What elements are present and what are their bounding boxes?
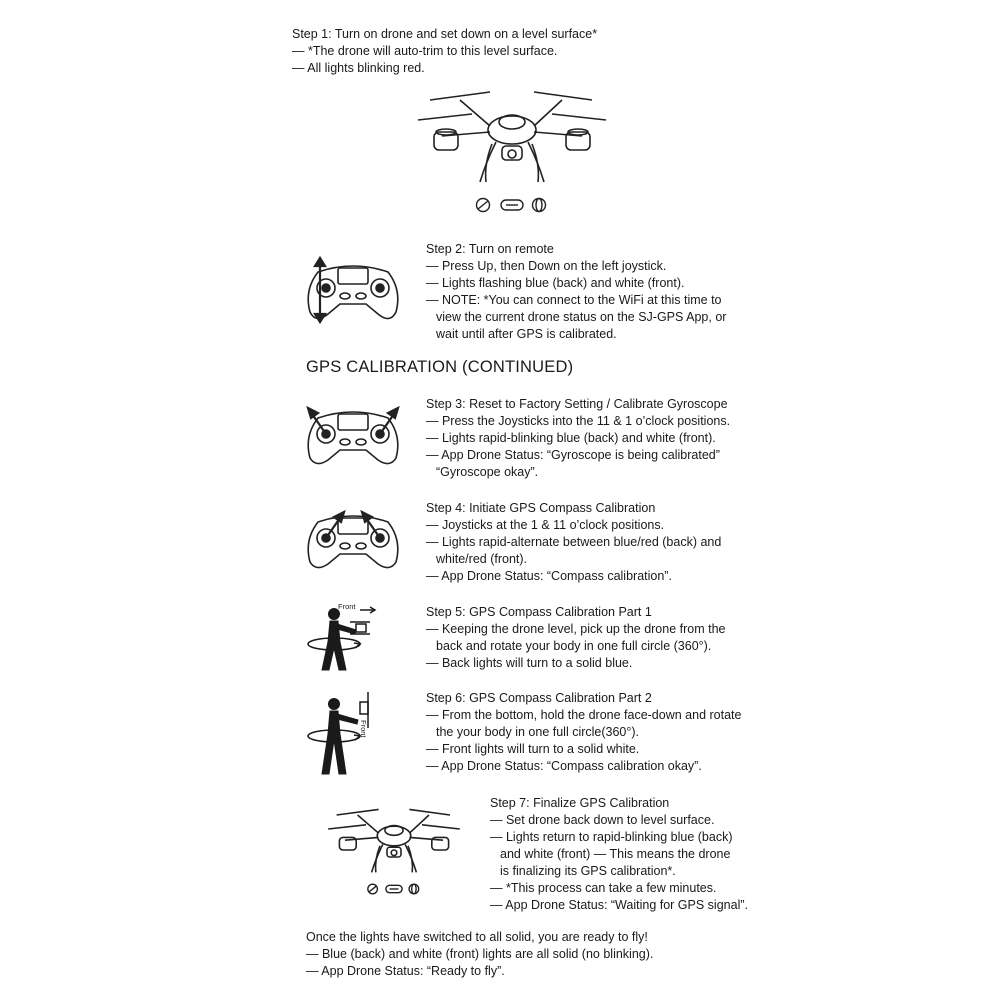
step-line: — Keeping the drone level, pick up the drone from the — [426, 622, 726, 636]
outro-title: Once the lights have switched to all solid, you are ready to fly! — [306, 930, 648, 944]
step-line: — Joysticks at the 1 & 11 o’clock positions. — [426, 518, 665, 532]
step-6 — [426, 690, 741, 775]
remote-controller-illustration — [304, 258, 402, 324]
remote-controller-illustration — [304, 508, 402, 572]
step-line: — Press Up, then Down on the left joystick. — [426, 259, 667, 273]
step-5 — [426, 604, 726, 672]
gyro-icon — [533, 199, 546, 212]
step-line: — Press the Joysticks into the 11 & 1 o’clock positions. — [426, 414, 731, 428]
step-line: the your body in one full circle(360°). — [436, 725, 640, 739]
step-line: — Set drone back down to level surface. — [490, 813, 715, 827]
drone-illustration — [412, 92, 612, 188]
step-line: — App Drone Status: “Compass calibration okay”. — [426, 759, 702, 773]
step-line: white/red (front). — [436, 552, 528, 566]
front-label: Front — [359, 720, 368, 738]
step-title: Step 5: GPS Compass Calibration Part 1 — [426, 605, 652, 619]
person-rotating-icon — [304, 600, 404, 674]
step-line: — NOTE: *You can connect to the WiFi at this time to — [426, 293, 722, 307]
status-icons — [474, 196, 550, 214]
step-7 — [490, 795, 748, 914]
step-title: Step 4: Initiate GPS Compass Calibration — [426, 501, 656, 515]
step-2 — [426, 241, 726, 343]
step-3 — [426, 396, 730, 481]
step-line: — Front lights will turn to a solid white. — [426, 742, 640, 756]
person-rotating-icon — [304, 688, 404, 778]
section-heading: GPS CALIBRATION (CONTINUED) — [306, 358, 574, 376]
step-4 — [426, 500, 721, 585]
drone-illustration — [324, 808, 464, 878]
step-line: — Lights rapid-alternate between blue/red (back) and — [426, 535, 722, 549]
step-line: — App Drone Status: “Gyroscope is being calibrated” — [426, 448, 720, 462]
step-line: — Lights return to rapid-blinking blue (back) — [490, 830, 733, 844]
step-line: and white (front) — This means the drone — [500, 847, 731, 861]
step-1 — [292, 26, 597, 77]
step-line: — *This process can take a few minutes. — [490, 881, 717, 895]
outro-line: — Blue (back) and white (front) lights are all solid (no blinking). — [306, 947, 654, 961]
step-line: wait until after GPS is calibrated. — [436, 327, 617, 341]
step-line: — From the bottom, hold the drone face-down and rotate — [426, 708, 742, 722]
step-line: view the current drone status on the SJ-GPS App, or — [436, 310, 727, 324]
remote-controller-illustration — [304, 404, 402, 468]
step-title: Step 7: Finalize GPS Calibration — [490, 796, 670, 810]
step-line: — Lights rapid-blinking blue (back) and white (front). — [426, 431, 716, 445]
step-title: Step 3: Reset to Factory Setting / Calibrate Gyroscope — [426, 397, 728, 411]
step-line: “Gyroscope okay”. — [436, 465, 539, 479]
step-title: Step 6: GPS Compass Calibration Part 2 — [426, 691, 652, 705]
step-line: — All lights blinking red. — [292, 61, 425, 75]
outro — [306, 929, 653, 980]
step-line: — App Drone Status: “Compass calibration”. — [426, 569, 672, 583]
status-icons — [366, 882, 422, 896]
outro-line: — App Drone Status: “Ready to fly”. — [306, 964, 505, 978]
step-line: back and rotate your body in one full circle (360°). — [436, 639, 712, 653]
step-title: Step 1: Turn on drone and set down on a level surface* — [292, 27, 598, 41]
step-line: — Back lights will turn to a solid blue. — [426, 656, 633, 670]
step-line: is finalizing its GPS calibration*. — [500, 864, 676, 878]
front-label: Front — [338, 602, 356, 611]
step-line: — App Drone Status: “Waiting for GPS signal”. — [490, 898, 748, 912]
step-line: — Lights flashing blue (back) and white (front). — [426, 276, 685, 290]
gyro-icon — [409, 884, 419, 894]
step-line: — *The drone will auto-trim to this level surface. — [292, 44, 558, 58]
step-title: Step 2: Turn on remote — [426, 242, 554, 256]
